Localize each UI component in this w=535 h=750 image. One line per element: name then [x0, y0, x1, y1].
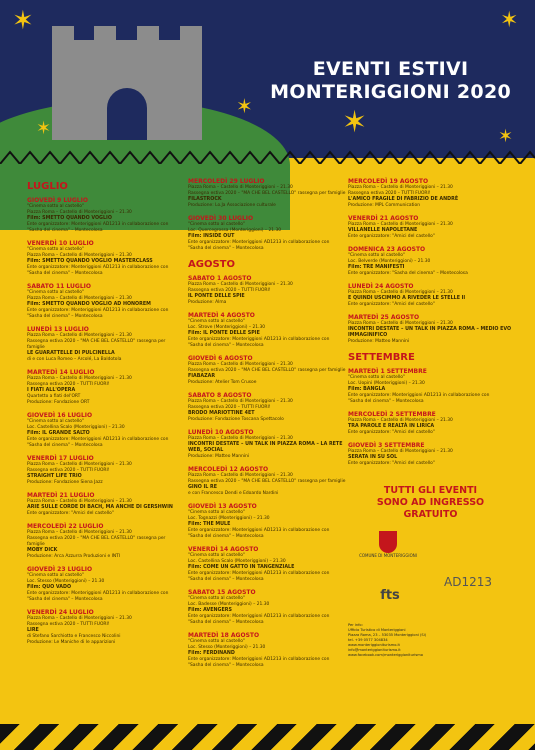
- title-line-1: EVENTI ESTIVI: [312, 58, 469, 80]
- event-title: Film: AVENGERS: [188, 608, 232, 613]
- event-detail: Rassegna estiva 2020 – "MA CHE BEL CASTELLO" rassegna per famiglie: [27, 339, 166, 350]
- event-detail: Rassegna estiva 2020 – TUTTI FUORI!: [27, 622, 110, 627]
- event-date: MARTEDÌ 14 LUGLIO: [27, 369, 95, 376]
- event-date: MARTEDÌ 21 LUGLIO: [27, 492, 95, 499]
- event-title: GINO IL RE: [188, 485, 217, 490]
- event-detail: Piazza Roma – Castello di Monteriggioni – 21.30: [188, 185, 293, 190]
- event-title: IL PONTE DELLE SPIE: [188, 294, 245, 299]
- event-item: [188, 215, 348, 252]
- star-icon: ✶: [236, 94, 253, 118]
- event-title: Film: INSIDE OUT: [188, 234, 235, 239]
- event-credit: Ente organizzatore: Monteriggioni AD1213 in collaborazione con: [188, 337, 330, 342]
- event-detail: Loc. Castellina Scalo (Monteriggioni) – 21.30: [188, 559, 286, 564]
- event-date: SABATO 1 AGOSTO: [188, 275, 252, 282]
- event-item: [348, 442, 513, 467]
- event-title: Film: SMETTO QUANDO VOGLIO MASTERCLASS: [27, 259, 153, 264]
- event-date: GIOVEDÌ 13 AGOSTO: [188, 503, 257, 510]
- hazard-stripe-footer: [0, 724, 535, 750]
- free-entry-line: TUTTI GLI EVENTI: [383, 485, 478, 496]
- event-title: Film: SMETTO QUANDO VOGLIO: [27, 216, 112, 221]
- event-credit: Ente organizzatore: Monteriggioni AD1213 in collaborazione con: [188, 240, 330, 245]
- event-credit: Ente organizzatore: Monteriggioni AD1213 in collaborazione con: [188, 657, 330, 662]
- event-detail: Rassegna estiva 2020 – TUTTI FUORI!: [27, 382, 110, 387]
- event-credit: "Sasha del cinema" – Montecolosa: [188, 246, 264, 251]
- event-credit: Produzione: Alma: [188, 300, 227, 305]
- event-detail: Loc. Castellina Scalo (Monteriggioni) – 21.30: [27, 425, 125, 430]
- event-credit: Ente organizzatore: Monteriggioni AD1213 in collaborazione con: [27, 222, 169, 227]
- event-credit: Ente organizzatore: Monteriggioni AD1213 in collaborazione con: [188, 614, 330, 619]
- event-detail: Piazza Roma – Castello di Monteriggioni – 21.30: [348, 321, 453, 326]
- ad1213-label: AD1213: [444, 575, 492, 589]
- event-detail: Rassegna estiva 2020 – "MA CHE BEL CASTELLO" rassegna per famiglie: [188, 368, 346, 373]
- event-detail: Piazza Roma – Castello di Monteriggioni – 21.30: [348, 290, 453, 295]
- event-item: [348, 368, 513, 405]
- event-title: L'AMICO FRAGILE DI FABRIZIO DE ANDRÈ: [348, 197, 459, 202]
- event-title: TRA PAROLE E REALTÀ IN LIRICA: [348, 424, 435, 429]
- event-detail: Piazza Roma – Castello di Monteriggioni – 21.30: [27, 253, 132, 258]
- event-item: [188, 312, 348, 349]
- event-date: MARTEDÌ 4 AGOSTO: [188, 312, 255, 319]
- event-date: GIOVEDÌ 30 LUGLIO: [188, 215, 254, 222]
- event-date: SABATO 11 LUGLIO: [27, 283, 91, 290]
- event-title: SERATA IN SU SOL: [348, 455, 398, 460]
- free-entry-line: SONO AD INGRESSO: [376, 497, 485, 508]
- event-detail: "Cinema sotto al castello": [348, 253, 405, 258]
- free-entry-line: GRATUITO: [403, 509, 458, 520]
- event-credit: Ente organizzatore: Monteriggioni AD1213 in collaborazione con: [27, 591, 169, 596]
- event-item: [188, 178, 348, 209]
- event-title: INCONTRI DESTATE – UN TALK IN PIAZZA ROMA – LA RETE WEB, SOCIAL: [188, 442, 343, 453]
- event-detail: Loc. Stesso (Monteriggioni) – 21.30: [188, 645, 266, 650]
- fts-logo: [370, 588, 410, 603]
- sponsor-logos: [348, 531, 513, 657]
- contacts-block: [348, 623, 508, 658]
- event-title: Film: FERDINAND: [188, 651, 235, 656]
- event-detail: "Cinema sotto al castello": [188, 319, 245, 324]
- star-icon: ✶: [12, 6, 34, 36]
- event-credit: Ente organizzatore: "Amici del castello": [27, 511, 114, 516]
- event-credit: "Sasha del cinema" – Montecolosa: [348, 399, 424, 404]
- event-credit: Produzione: Matteo Mannini: [348, 339, 410, 344]
- event-detail: Piazza Roma – Castello di Monteriggioni – 21.30: [188, 399, 293, 404]
- event-title: FIABAZAR: [188, 374, 216, 379]
- event-credit: Ente organizzatore: Monteriggioni AD1213 in collaborazione con: [188, 528, 330, 533]
- event-item: [27, 455, 177, 486]
- event-detail: "Cinema sotto al castello": [27, 204, 84, 209]
- event-credit: "Sasha del cinema" – Montecolosa: [188, 620, 264, 625]
- coat-of-arms-icon: [379, 531, 397, 553]
- event-credit: "Sasha del cinema" – Montecolosa: [27, 443, 103, 448]
- event-detail: "Cinema sotto al castello": [188, 553, 245, 558]
- event-detail: Piazza Roma – Castello di Monteriggioni – 21.30: [188, 282, 293, 287]
- event-item: [27, 566, 177, 603]
- event-credit: Ente organizzatore: Monteriggioni AD1213 in collaborazione con: [188, 571, 330, 576]
- contact-line: www.facebook.com/monteriggioniturismo: [348, 653, 423, 657]
- star-icon: ✶: [36, 118, 52, 139]
- month-heading: SETTEMBRE: [348, 352, 415, 363]
- event-detail: Rassegna estiva 2020 – TUTTI FUORI!: [348, 191, 431, 196]
- event-credit: Ente organizzatore: "Amici del castello": [348, 302, 435, 307]
- event-detail: "Cinema sotto al castello": [188, 510, 245, 515]
- event-title: Film: TRE MANIFESTI: [348, 265, 405, 270]
- event-item: [348, 246, 513, 277]
- event-date: MARTEDÌ 18 AGOSTO: [188, 632, 260, 639]
- event-date: VENERDÌ 21 AGOSTO: [348, 215, 419, 222]
- event-credit: "Sasha del cinema" – Montecolosa: [27, 271, 103, 276]
- event-credit: "Sasha del cinema" – Montecolosa: [188, 534, 264, 539]
- month-heading: AGOSTO: [188, 259, 235, 270]
- event-detail: Loc. Strove (Monteriggioni) – 21.30: [188, 325, 266, 330]
- event-detail: Piazza Roma – Castello di Monteriggioni – 21.30: [27, 210, 132, 215]
- event-item: [348, 215, 513, 240]
- event-detail: Rassegna estiva 2020 – TUTTI FUORI!: [27, 468, 110, 473]
- zigzag-divider: [0, 150, 535, 164]
- event-date: VENERDÌ 17 LUGLIO: [27, 455, 94, 462]
- event-credit: Ente organizzatore: "Sasha del cinema" – Montecolosa: [348, 271, 468, 276]
- event-credit: Produzione: MPL Communication: [348, 203, 420, 208]
- event-date: VENERDÌ 14 AGOSTO: [188, 546, 259, 553]
- event-credit: Quartetto a fiati del'ORT: [27, 394, 81, 399]
- month-heading: LUGLIO: [27, 181, 68, 192]
- star-icon: ✶: [498, 126, 514, 147]
- event-credit: Ente organizzatore: Monteriggioni AD1213 in collaborazione con: [348, 393, 490, 398]
- event-item: [348, 314, 513, 345]
- free-entry-notice: [348, 485, 513, 521]
- event-credit: Ente organizzatore: "Amici del castello": [348, 234, 435, 239]
- event-item: [188, 503, 348, 540]
- event-credit: Produzione: Fondazione Toscana Spettacolo: [188, 417, 284, 422]
- event-credit: e con Francesco Dendi e Edoardo Nardini: [188, 491, 279, 496]
- event-credit: "Sasha del cinema" – Montecolosa: [188, 663, 264, 668]
- event-title: Film: BANGLA: [348, 387, 386, 392]
- event-title: Film: QUO VADO: [27, 585, 72, 590]
- event-title: STRAIGHT LIFE TRIO: [27, 474, 82, 479]
- event-credit: Produzione: Fondazione Siena Jazz: [27, 480, 103, 485]
- event-item: [27, 492, 177, 517]
- event-credit: "Sasha del cinema" – Montecolosa: [188, 577, 264, 582]
- castle-gate: [107, 88, 147, 140]
- event-credit: Produzione: Atelier Tom Crusoe: [188, 380, 257, 385]
- event-item: [348, 178, 513, 209]
- event-title: I FIATI ALL'OPERA: [27, 388, 76, 393]
- event-detail: Piazza Roma – Castello di Monteriggioni – 21.30: [188, 436, 293, 441]
- event-date: SABATO 8 AGOSTO: [188, 392, 252, 399]
- event-detail: Rassegna estiva 2020 – "MA CHE BEL CASTELLO" rassegna per famiglie: [27, 536, 166, 547]
- event-title: Film: IL GRANDE SALTO: [27, 431, 90, 436]
- event-title: Film: SMETTO QUANDO VOGLIO AD HONOREM: [27, 302, 151, 307]
- event-title: LE GUARATTELLE DI PULCINELLA: [27, 351, 115, 356]
- event-detail: Loc. Stesso (Monteriggioni) – 21.30: [27, 579, 105, 584]
- event-credit: Ente organizzatore: "Amici del castello": [348, 461, 435, 466]
- column-1: [27, 178, 177, 652]
- event-detail: Loc. Tognazzi (Monteriggioni) – 21.30: [188, 516, 270, 521]
- event-title: VILLANELLE NAPOLETANE: [348, 228, 418, 233]
- poster-title: [270, 58, 511, 104]
- event-item: [188, 546, 348, 583]
- event-detail: Piazza Roma – Castello di Monteriggioni – 21.30: [27, 530, 132, 535]
- event-item: [27, 326, 177, 363]
- column-3: [348, 178, 513, 657]
- event-date: MERCOLEDÌ 2 SETTEMBRE: [348, 411, 436, 418]
- event-credit: "Sasha del cinema" – Montecolosa: [27, 597, 103, 602]
- contact-line: info@monteriggioniturismo.it: [348, 648, 401, 652]
- ad1213-logo: [443, 575, 493, 589]
- event-detail: Piazza Roma – Castello di Monteriggioni – 21.30: [188, 362, 293, 367]
- event-credit: Produzione: Fondazione ORT: [27, 400, 90, 405]
- event-item: [27, 369, 177, 406]
- contact-line: tel. +39 0577 304834: [348, 638, 388, 642]
- event-title: Film: THE MULE: [188, 522, 231, 527]
- event-credit: Produzione: Lo.Ja Associazione culturale: [188, 203, 276, 208]
- event-title: MOBY DICK: [27, 548, 58, 553]
- event-credit: di Stefano Sarchiotto e Francesco Niccolini: [27, 634, 121, 639]
- event-detail: Piazza Roma – Castello di Monteriggioni – 21.30: [348, 222, 453, 227]
- event-detail: Loc. Badesse (Monteriggioni) – 21.30: [188, 602, 270, 607]
- castle-illustration: [52, 40, 202, 140]
- event-credit: Ente organizzatore: Monteriggioni AD1213 in collaborazione con: [27, 308, 169, 313]
- event-detail: "Cinema sotto al castello": [188, 596, 245, 601]
- event-item: [188, 632, 348, 669]
- event-detail: Piazza Roma – Castello di Monteriggioni – 21.30: [27, 333, 132, 338]
- event-item: [188, 429, 348, 460]
- event-detail: Piazza Roma – Castello di Monteriggioni – 21.30: [27, 616, 132, 621]
- event-detail: Rassegna estiva 2020 – TUTTI FUORI!: [188, 288, 271, 293]
- event-credit: "Sasha del cinema" – Montecolosa: [27, 314, 103, 319]
- fts-label: fts: [380, 588, 400, 603]
- title-line-2: MONTERIGGIONI 2020: [270, 81, 511, 103]
- event-title: LIRE: [27, 628, 39, 633]
- event-date: MARTEDÌ 1 SETTEMBRE: [348, 368, 427, 375]
- event-item: [27, 240, 177, 277]
- event-credit: di e con Luca Romeo – Arcolé, La Baldotola: [27, 357, 122, 362]
- event-detail: "Cinema sotto al castello": [27, 573, 84, 578]
- event-detail: "Cinema sotto al castello": [188, 222, 245, 227]
- event-detail: Piazza Roma – Castello di Monteriggioni – 21.30: [27, 499, 132, 504]
- event-detail: Piazza Roma – Castello di Monteriggioni – 21.30: [27, 296, 132, 301]
- event-detail: Loc. Quercegrossa (Monteriggioni) – 21.30: [188, 228, 282, 233]
- event-date: VENERDÌ 10 LUGLIO: [27, 240, 94, 247]
- comune-logo: [358, 531, 418, 559]
- event-credit: "Sasha del cinema" – Montecolosa: [188, 343, 264, 348]
- event-date: GIOVEDÌ 16 LUGLIO: [27, 412, 93, 419]
- star-icon: ✶: [342, 105, 368, 140]
- event-date: GIOVEDÌ 3 SETTEMBRE: [348, 442, 425, 449]
- event-detail: Piazza Roma – Castello di Monteriggioni – 21.30: [188, 473, 293, 478]
- event-date: VENERDÌ 24 LUGLIO: [27, 609, 94, 616]
- event-title: Film: IL PONTE DELLE SPIE: [188, 331, 260, 336]
- event-date: LUNEDÌ 10 AGOSTO: [188, 429, 254, 436]
- event-detail: "Cinema sotto al castello": [188, 639, 245, 644]
- event-detail: Piazza Roma – Castello di Monteriggioni – 21.30: [348, 418, 453, 423]
- event-credit: Ente organizzatore: "Amici del castello": [348, 430, 435, 435]
- event-item: [27, 412, 177, 449]
- comune-label: COMUNE DI MONTERIGGIONI: [359, 553, 417, 558]
- event-detail: Piazza Roma – Castello di Monteriggioni – 21.30: [27, 462, 132, 467]
- contact-line: Per info:: [348, 623, 363, 627]
- star-icon: ✶: [500, 8, 519, 33]
- event-title: E QUINDI USCIMMO A RIVEDER LE STELLE II: [348, 296, 466, 301]
- contact-line: Ufficio Turistico di Monteriggioni: [348, 628, 406, 632]
- event-title: ARIE SULLE CORDE DI BACH, MA ANCHE DI GERSHWIN: [27, 505, 173, 510]
- event-date: GIOVEDÌ 23 LUGLIO: [27, 566, 93, 573]
- event-date: SABATO 15 AGOSTO: [188, 589, 256, 596]
- event-item: [188, 275, 348, 306]
- event-detail: Piazza Roma – Castello di Monteriggioni – 21.30: [27, 376, 132, 381]
- event-detail: Loc. Uopini (Monteriggioni) – 21.30: [348, 381, 425, 386]
- event-item: [27, 283, 177, 320]
- event-item: [188, 589, 348, 626]
- event-item: [188, 355, 348, 386]
- event-credit: Ente organizzatore: Monteriggioni AD1213 in collaborazione con: [27, 265, 169, 270]
- event-credit: Ente organizzatore: Monteriggioni AD1213 in collaborazione con: [27, 437, 169, 442]
- event-detail: Rassegna estiva 2020 – "MA CHE BEL CASTELLO" rassegna per famiglie: [188, 191, 346, 196]
- event-detail: Piazza Roma – Castello di Monteriggioni – 21.30: [348, 449, 453, 454]
- event-item: [348, 283, 513, 308]
- event-item: [348, 411, 513, 436]
- event-item: [27, 523, 177, 560]
- event-credit: Produzione: Arca Azzurra Produzioni e INTI: [27, 554, 121, 559]
- event-date: MERCOLEDÌ 22 LUGLIO: [27, 523, 104, 530]
- contact-line: www.monteriggioniturismo.it: [348, 643, 400, 647]
- event-credit: Produzione: Matteo Mannini: [188, 454, 250, 459]
- event-detail: Loc. Belverde (Monteriggioni) – 21.30: [348, 259, 431, 264]
- contact-line: Piazza Roma, 23 – 53035 Monteriggioni (Si): [348, 633, 427, 637]
- event-date: MERCOLEDÌ 29 LUGLIO: [188, 178, 265, 185]
- event-item: [27, 609, 177, 646]
- event-date: GIOVEDÌ 9 LUGLIO: [27, 197, 88, 204]
- event-detail: "Cinema sotto al castello": [27, 290, 84, 295]
- event-detail: Piazza Roma – Castello di Monteriggioni – 21.30: [348, 185, 453, 190]
- event-title: BRODO MARIOTTINE 4ET: [188, 411, 255, 416]
- event-title: INCONTRI DESTATE – UN TALK IN PIAZZA ROMA – MEDIO EVO IMMAGINIFICO: [348, 327, 512, 338]
- event-title: Film: COME UN GATTO IN TANGENZIALE: [188, 565, 295, 570]
- event-detail: "Cinema sotto al castello": [27, 419, 84, 424]
- event-date: LUNEDÌ 13 LUGLIO: [27, 326, 89, 333]
- event-credit: Produzione: Le Maniche di le apparizioni: [27, 640, 116, 645]
- event-detail: "Cinema sotto al castello": [27, 247, 84, 252]
- event-date: DOMENICA 23 AGOSTO: [348, 246, 426, 253]
- event-detail: "Cinema sotto al castello": [348, 375, 405, 380]
- event-date: MERCOLEDÌ 19 AGOSTO: [348, 178, 429, 185]
- event-detail: Rassegna estiva 2020 – TUTTI FUORI!: [188, 405, 271, 410]
- event-title: FILASTROCK: [188, 197, 222, 202]
- event-date: GIOVEDÌ 6 AGOSTO: [188, 355, 253, 362]
- event-date: LUNEDÌ 24 AGOSTO: [348, 283, 414, 290]
- column-2: [188, 178, 348, 675]
- event-item: [188, 466, 348, 497]
- event-item: [188, 392, 348, 423]
- event-date: MARTEDÌ 25 AGOSTO: [348, 314, 420, 321]
- event-date: MERCOLEDÌ 12 AGOSTO: [188, 466, 269, 473]
- event-item: [27, 197, 177, 234]
- event-credit: "Sasha del cinema" – Montecolosa: [27, 228, 103, 233]
- event-detail: Rassegna estiva 2020 – "MA CHE BEL CASTELLO" rassegna per famiglie: [188, 479, 346, 484]
